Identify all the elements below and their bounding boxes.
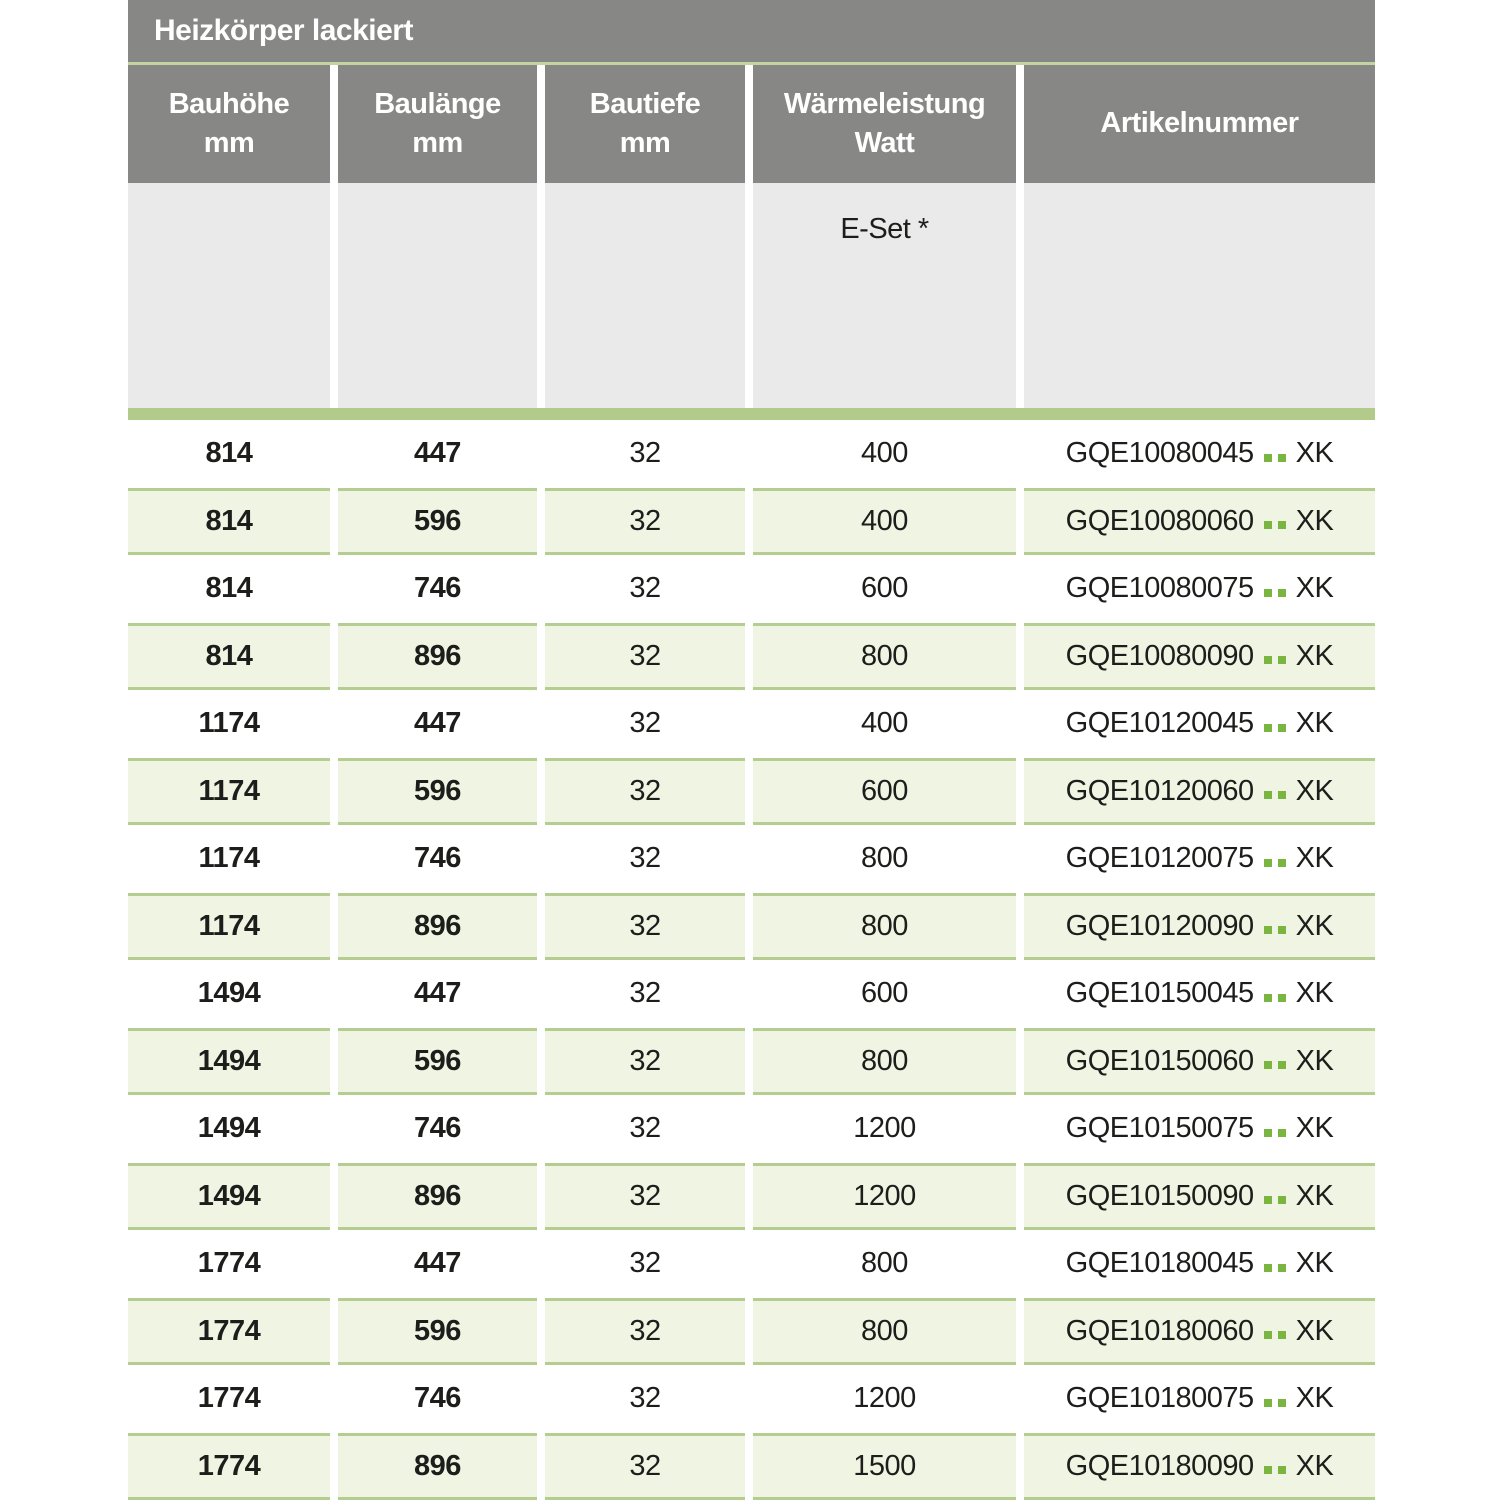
table-body [128, 420, 1375, 1500]
artikel-placeholder-dots [1264, 851, 1286, 867]
artikel-placeholder-dots [1264, 986, 1286, 1002]
artikel-suffix: XK [1295, 1382, 1334, 1415]
artikel-suffix: XK [1295, 774, 1334, 807]
cell-watt: 800 [753, 1028, 1016, 1096]
green-dot [1278, 1466, 1286, 1474]
cell-bauhoehe: 814 [205, 437, 253, 470]
artikel-placeholder-dots [1264, 1188, 1286, 1204]
cell-bautiefe: 32 [629, 572, 661, 605]
cell-baulaenge: 447 [414, 977, 461, 1010]
green-dot [1278, 1331, 1286, 1339]
green-dot [1264, 859, 1272, 867]
column-unit: Watt [854, 127, 915, 159]
table-row [128, 690, 1375, 758]
artikel-placeholder-dots [1264, 918, 1286, 934]
table-row [128, 420, 1375, 488]
column-label: Artikelnummer [1100, 107, 1299, 140]
column-header-waermeleistung [753, 65, 1016, 183]
cell-watt: 800 [753, 1298, 1016, 1366]
cell-bautiefe: 32 [629, 1247, 661, 1280]
cell-bauhoehe: 1494 [128, 1163, 330, 1231]
artikel-code: GQE10150060 [1065, 1044, 1254, 1077]
artikel-placeholder-dots [1264, 648, 1286, 664]
cell-bauhoehe: 1174 [198, 842, 260, 875]
artikel-code: GQE10120060 [1065, 774, 1254, 807]
table-row [128, 1433, 1375, 1500]
artikel-code: GQE10150045 [1065, 977, 1254, 1010]
column-label: Baulänge [374, 87, 501, 120]
artikel-suffix: XK [1295, 504, 1334, 537]
column-header-bautiefe [545, 65, 745, 183]
green-dot [1278, 656, 1286, 664]
green-dot [1278, 926, 1286, 934]
cell-artikelnummer [1024, 555, 1375, 623]
table-row [128, 758, 1375, 826]
green-dot [1264, 994, 1272, 1002]
artikel-placeholder-dots [1264, 1323, 1286, 1339]
cell-baulaenge: 746 [414, 1112, 461, 1145]
cell-watt: 400 [753, 488, 1016, 556]
column-header-artikelnummer [1024, 65, 1375, 183]
header-body-separator-bar [128, 408, 1375, 420]
subheader-cell-bautiefe [545, 183, 745, 408]
green-dot [1278, 1196, 1286, 1204]
artikel-placeholder-dots [1264, 581, 1286, 597]
artikel-suffix: XK [1295, 639, 1334, 672]
artikel-suffix: XK [1295, 437, 1334, 470]
artikel-placeholder-dots [1264, 1256, 1286, 1272]
cell-watt: 800 [753, 623, 1016, 691]
cell-bauhoehe: 1174 [128, 758, 330, 826]
table-row [128, 825, 1375, 893]
artikel-suffix: XK [1295, 842, 1334, 875]
green-dot [1278, 1061, 1286, 1069]
column-label: Bautiefe [589, 87, 701, 120]
artikel-code: GQE10150075 [1065, 1112, 1254, 1145]
table-row [128, 1095, 1375, 1163]
cell-watt: 800 [861, 1247, 908, 1280]
table-row [128, 1365, 1375, 1433]
cell-baulaenge: 447 [414, 1247, 461, 1280]
subheader-cell-bauhoehe [128, 183, 330, 408]
column-header-baulaenge [338, 65, 537, 183]
artikel-placeholder-dots [1264, 716, 1286, 732]
subheader-cell-eset [753, 183, 1016, 408]
artikel-code: GQE10180075 [1065, 1382, 1254, 1415]
cell-bautiefe: 32 [545, 1298, 745, 1366]
cell-bautiefe: 32 [545, 893, 745, 961]
cell-watt: 600 [753, 758, 1016, 826]
artikel-code: GQE10180090 [1065, 1449, 1254, 1482]
green-dot [1278, 994, 1286, 1002]
cell-baulaenge: 596 [338, 758, 537, 826]
table-row [128, 1163, 1375, 1231]
cell-bauhoehe: 1774 [128, 1433, 330, 1500]
artikel-code: GQE10120075 [1065, 842, 1254, 875]
cell-watt: 800 [753, 893, 1016, 961]
cell-artikelnummer [1024, 420, 1375, 488]
cell-watt: 400 [861, 707, 908, 740]
cell-watt: 1200 [853, 1382, 916, 1415]
cell-baulaenge: 596 [338, 488, 537, 556]
green-dot [1278, 1264, 1286, 1272]
artikel-code: GQE10080090 [1065, 639, 1254, 672]
cell-baulaenge: 447 [414, 437, 461, 470]
green-dot [1264, 656, 1272, 664]
artikel-suffix: XK [1295, 977, 1334, 1010]
cell-bautiefe: 32 [545, 1163, 745, 1231]
green-dot [1264, 454, 1272, 462]
artikel-placeholder-dots [1264, 1391, 1286, 1407]
cell-watt: 600 [861, 977, 908, 1010]
table-title: Heizkörper lackiert [154, 14, 413, 47]
cell-artikelnummer [1024, 1230, 1375, 1298]
subheader-cell-artikelnummer [1024, 183, 1375, 408]
green-dot [1264, 1061, 1272, 1069]
cell-watt: 1500 [753, 1433, 1016, 1500]
cell-watt: 400 [861, 437, 908, 470]
cell-bauhoehe: 814 [128, 623, 330, 691]
cell-watt: 1200 [753, 1163, 1016, 1231]
cell-bautiefe: 32 [629, 1382, 661, 1415]
artikel-code: GQE10080075 [1065, 572, 1254, 605]
column-label: Bauhöhe [168, 87, 290, 120]
green-dot [1264, 724, 1272, 732]
cell-baulaenge: 447 [414, 707, 461, 740]
green-dot [1264, 1399, 1272, 1407]
cell-bautiefe: 32 [545, 1028, 745, 1096]
cell-bautiefe: 32 [629, 977, 661, 1010]
green-dot [1278, 589, 1286, 597]
green-dot [1264, 1331, 1272, 1339]
product-table [128, 0, 1375, 1500]
cell-baulaenge: 896 [338, 1163, 537, 1231]
green-dot [1278, 1129, 1286, 1137]
cell-baulaenge: 746 [414, 572, 461, 605]
eset-label: E-Set * [840, 213, 929, 245]
cell-artikelnummer [1024, 960, 1375, 1028]
cell-watt: 600 [861, 572, 908, 605]
artikel-suffix: XK [1295, 1314, 1334, 1347]
cell-artikelnummer [1024, 1433, 1375, 1500]
artikel-suffix: XK [1295, 707, 1334, 740]
green-dot [1264, 1196, 1272, 1204]
artikel-suffix: XK [1295, 1247, 1334, 1280]
table-title-bar [128, 0, 1375, 62]
cell-baulaenge: 746 [414, 1382, 461, 1415]
table-row [128, 488, 1375, 556]
artikel-placeholder-dots [1264, 783, 1286, 799]
cell-artikelnummer [1024, 758, 1375, 826]
cell-artikelnummer [1024, 1365, 1375, 1433]
cell-bauhoehe: 1174 [128, 893, 330, 961]
artikel-code: GQE10180060 [1065, 1314, 1254, 1347]
cell-bautiefe: 32 [545, 488, 745, 556]
cell-baulaenge: 896 [338, 623, 537, 691]
cell-bautiefe: 32 [629, 842, 661, 875]
green-dot [1278, 791, 1286, 799]
green-dot [1264, 1264, 1272, 1272]
table-row [128, 1298, 1375, 1366]
cell-bauhoehe: 1494 [128, 1028, 330, 1096]
artikel-suffix: XK [1295, 1044, 1334, 1077]
cell-artikelnummer [1024, 488, 1375, 556]
column-unit: mm [412, 127, 463, 159]
artikel-code: GQE10180045 [1065, 1247, 1254, 1280]
cell-watt: 800 [861, 842, 908, 875]
table-row [128, 623, 1375, 691]
cell-bautiefe: 32 [545, 1433, 745, 1500]
cell-artikelnummer [1024, 1028, 1375, 1096]
cell-baulaenge: 596 [338, 1298, 537, 1366]
column-unit: mm [619, 127, 671, 159]
table-row [128, 555, 1375, 623]
artikel-placeholder-dots [1264, 446, 1286, 462]
table-row [128, 1230, 1375, 1298]
cell-bautiefe: 32 [629, 707, 661, 740]
cell-baulaenge: 746 [414, 842, 461, 875]
green-dot [1264, 791, 1272, 799]
green-dot [1278, 521, 1286, 529]
cell-bautiefe: 32 [545, 623, 745, 691]
artikel-code: GQE10120045 [1065, 707, 1254, 740]
cell-bauhoehe: 1174 [198, 707, 260, 740]
cell-bauhoehe: 1774 [197, 1247, 261, 1280]
cell-bauhoehe: 1774 [128, 1298, 330, 1366]
cell-bautiefe: 32 [545, 758, 745, 826]
green-dot [1264, 1466, 1272, 1474]
cell-artikelnummer [1024, 690, 1375, 758]
green-dot [1264, 926, 1272, 934]
green-dot [1278, 859, 1286, 867]
cell-artikelnummer [1024, 1298, 1375, 1366]
artikel-placeholder-dots [1264, 1121, 1286, 1137]
cell-artikelnummer [1024, 893, 1375, 961]
cell-artikelnummer [1024, 825, 1375, 893]
cell-artikelnummer [1024, 1163, 1375, 1231]
green-dot [1264, 589, 1272, 597]
artikel-suffix: XK [1295, 909, 1334, 942]
artikel-suffix: XK [1295, 1449, 1334, 1482]
green-dot [1264, 521, 1272, 529]
artikel-suffix: XK [1295, 1112, 1334, 1145]
column-header-row [128, 65, 1375, 183]
green-dot [1264, 1129, 1272, 1137]
column-unit: mm [203, 127, 255, 159]
artikel-code: GQE10080060 [1065, 504, 1254, 537]
cell-bauhoehe: 1774 [197, 1382, 261, 1415]
subheader-cell-baulaenge [338, 183, 537, 408]
cell-bautiefe: 32 [629, 1112, 661, 1145]
artikel-code: GQE10120090 [1065, 909, 1254, 942]
table-row [128, 960, 1375, 1028]
artikel-placeholder-dots [1264, 1053, 1286, 1069]
artikel-placeholder-dots [1264, 1458, 1286, 1474]
cell-baulaenge: 596 [338, 1028, 537, 1096]
green-dot [1278, 724, 1286, 732]
column-label: Wärmeleistung [783, 87, 986, 120]
subheader-row [128, 183, 1375, 408]
artikel-code: GQE10150090 [1065, 1179, 1254, 1212]
cell-bautiefe: 32 [629, 437, 661, 470]
table-row [128, 893, 1375, 961]
green-dot [1278, 1399, 1286, 1407]
cell-bauhoehe: 814 [128, 488, 330, 556]
cell-artikelnummer [1024, 1095, 1375, 1163]
artikel-code: GQE10080045 [1065, 437, 1254, 470]
table-row [128, 1028, 1375, 1096]
cell-watt: 1200 [853, 1112, 916, 1145]
artikel-suffix: XK [1295, 1179, 1334, 1212]
artikel-placeholder-dots [1264, 513, 1286, 529]
cell-baulaenge: 896 [338, 1433, 537, 1500]
cell-bauhoehe: 1494 [197, 977, 261, 1010]
green-dot [1278, 454, 1286, 462]
cell-artikelnummer [1024, 623, 1375, 691]
cell-baulaenge: 896 [338, 893, 537, 961]
cell-bauhoehe: 1494 [197, 1112, 261, 1145]
cell-bauhoehe: 814 [205, 572, 253, 605]
artikel-suffix: XK [1295, 572, 1334, 605]
column-header-bauhoehe [128, 65, 330, 183]
